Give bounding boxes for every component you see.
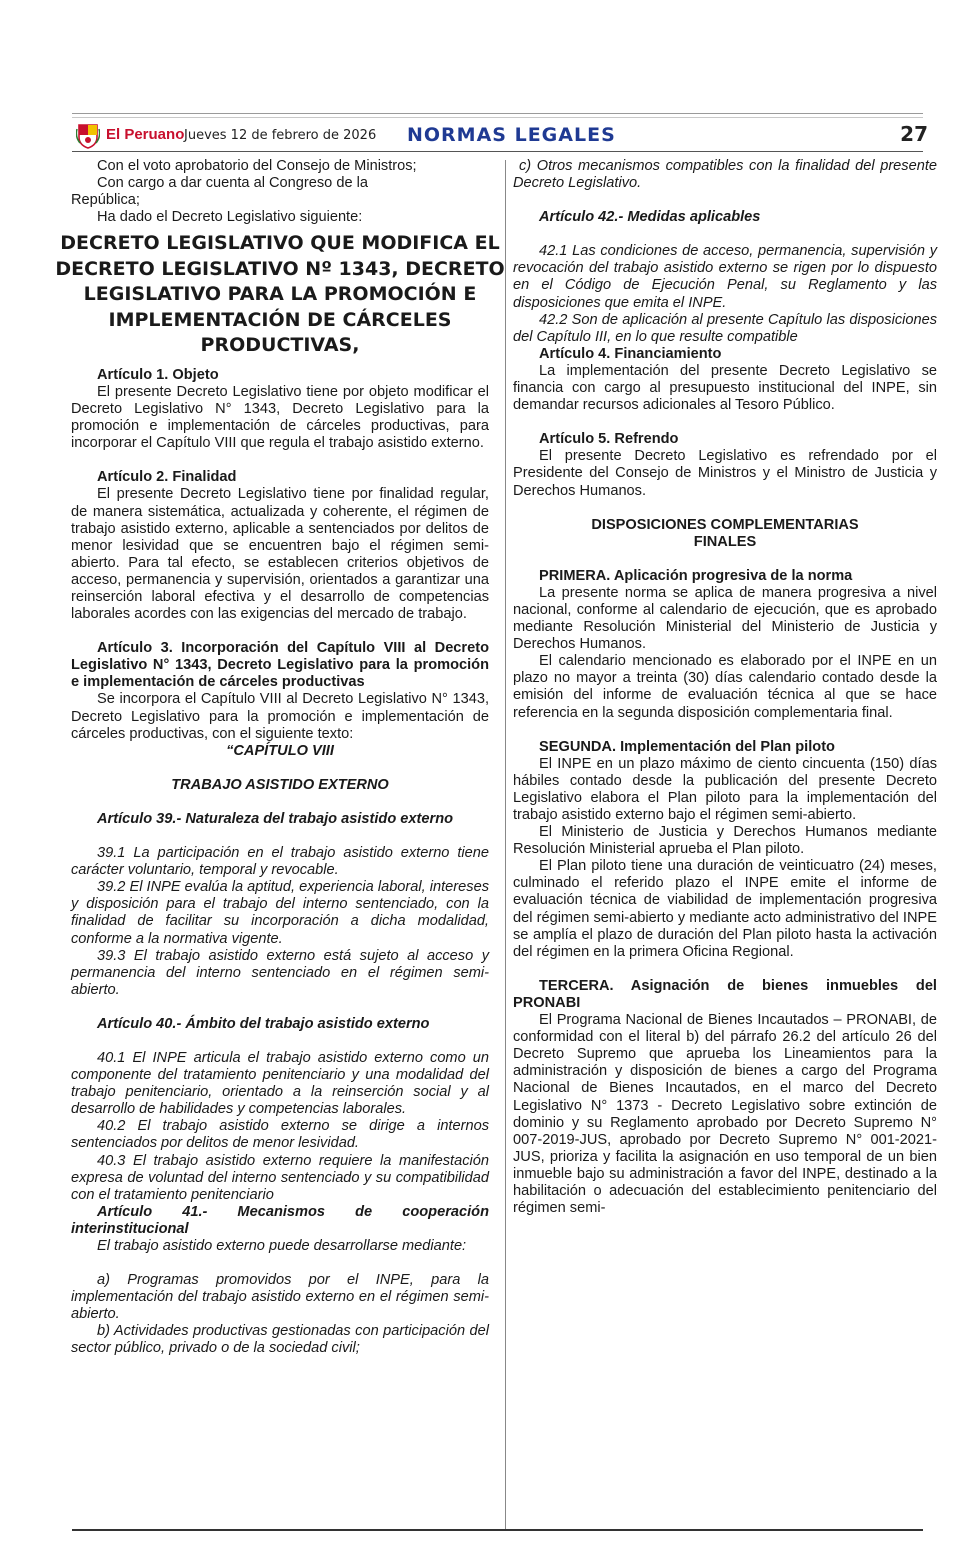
article-heading: Artículo 40.- Ámbito del trabajo asistido externo xyxy=(97,1015,430,1032)
intro-line: Ha dado el Decreto Legislativo siguiente: xyxy=(97,209,363,226)
article-heading: SEGUNDA. Implementación del Plan piloto xyxy=(539,738,835,755)
article-text: 42.1 Las condiciones de acceso, permanencia, supervisión y revocación del trabajo asistido externo se rigen por lo dispuesto en el Código de Ejecución Penal, su Reglamento y las disposiciones que emita el INPE. xyxy=(513,243,937,311)
article-heading: Artículo 4. Financiamiento xyxy=(539,345,722,362)
article-text: El Ministerio de Justicia y Derechos Humanos mediante Resolución Ministerial aprueba el Plan piloto. xyxy=(513,824,937,858)
article-text: Se incorpora el Capítulo VIII al Decreto Legislativo N° 1343, Decreto Legislativo para la promoción e implementación de cárceles productivas, con el siguiente texto: xyxy=(71,691,489,742)
article-heading: Artículo 41.- Mecanismos de cooperación interinstitucional xyxy=(71,1203,489,1237)
article-text: 39.1 La participación en el trabajo asistido externo tiene carácter voluntario, temporal y revocable. xyxy=(71,845,489,879)
page-header xyxy=(72,120,928,150)
article-text: 40.2 El trabajo asistido externo se dirige a internos sentenciados por delitos de menor lesividad. xyxy=(71,1118,489,1152)
article-text: 40.1 El INPE articula el trabajo asistido externo como un componente del tratamiento penitenciario y una modalidad del trabajo penitenciario, orientado a la reinserción social y al desarrollo de habilidades y competencias laborales. xyxy=(71,1049,489,1118)
article-heading: Artículo 42.- Medidas aplicables xyxy=(539,209,761,226)
article-text: El Programa Nacional de Bienes Incautados – PRONABI, de conformidad con el literal b) del párrafo 26.2 del artículo 26 del Decreto Supremo que aprueba los Lineamientos para la administración y disposición de bienes a cargo del Programa Nacional de Bienes Incautados, en el marco del Decreto Legislativo N° 1373 - Decreto Legislativo sobre extinción de dominio y su Reglamento aprobado por Decreto Supremo N° 007-2019-JUS, aprobado por Decreto Supremo N° 001-2021-JUS, prioriza y facilita la asignación en uso temporal de un bien inmueble bajo su administración a favor del INPE, destinado a la habilitación o adecuación del establecimiento penitenciario del régimen semi- xyxy=(513,1012,937,1217)
decree-title: DECRETO LEGISLATIVO QUE MODIFICA EL DECRETO LEGISLATIVO Nº 1343, DECRETO LEGISLATIVO PARA LA PROMOCIÓN E IMPLEMENTACIÓN DE CÁRCELES PRODUCTIVAS, xyxy=(55,232,505,357)
article-text: La implementación del presente Decreto Legislativo se financia con cargo al presupuesto institucional del INPE, sin demandar recursos adicionales al Tesoro Público. xyxy=(513,362,937,414)
article-text: 42.2 Son de aplicación al presente Capítulo las disposiciones del Capítulo III, en lo que resulte compatible xyxy=(513,311,937,345)
article-text: La presente norma se aplica de manera progresiva a nivel nacional, conforme al calendario de ejecución, que es aprobado mediante Resolución Ministerial del Ministerio de Justicia y Derechos Humanos. xyxy=(513,584,937,653)
article-text: c) Otros mecanismos compatibles con la finalidad del presente Decreto Legislativo. xyxy=(513,158,937,192)
article-heading: Artículo 39.- Naturaleza del trabajo asistido externo xyxy=(97,810,454,827)
article-heading: Artículo 2. Finalidad xyxy=(97,469,237,486)
article-text: El presente Decreto Legislativo es refrendado por el Presidente del Consejo de Ministros y el Ministro de Justicia y Derechos Humanos. xyxy=(513,448,937,499)
intro-line: Con el voto aprobatorio del Consejo de Ministros; xyxy=(97,158,417,174)
chapter-label: “CAPÍTULO VIII xyxy=(226,742,334,759)
article-heading: PRIMERA. Aplicación progresiva de la norma xyxy=(539,567,853,584)
bottom-rule xyxy=(72,1529,923,1531)
section-title: NORMAS LEGALES xyxy=(407,124,616,146)
header-rule xyxy=(72,151,923,152)
article-text: 39.3 El trabajo asistido externo está sujeto al acceso y permanencia del interno sentenciado en el régimen semi-abierto. xyxy=(71,947,489,998)
article-text: b) Actividades productivas gestionadas con participación del sector público, privado o de la sociedad civil; xyxy=(71,1323,489,1357)
article-heading: Artículo 5. Refrendo xyxy=(539,431,679,448)
article-text: 39.2 El INPE evalúa la aptitud, experiencia laboral, intereses y disposición para el trabajo del interno sentenciado, con la finalidad de facilitar su incorporación a dicha modalidad, conforme a la normativa vigente. xyxy=(71,879,489,947)
article-text: El calendario mencionado es elaborado por el INPE en un plazo no mayor a treinta (30) días calendario contado desde la emisión del informe de evaluación técnica al que se hace referencia en la segunda disposición complementaria final. xyxy=(513,653,937,721)
column-divider xyxy=(505,160,506,1531)
chapter-title: TRABAJO ASISTIDO EXTERNO xyxy=(171,776,389,793)
article-text: El INPE en un plazo máximo de ciento cincuenta (150) días hábiles contado desde la publicación del presente Decreto Legislativo elabora el Plan piloto para la implementación del trabajo asistido externo bajo el régimen semi-abierto. xyxy=(513,755,937,823)
brand-name: El Peruano xyxy=(106,126,185,143)
coat-of-arms-icon xyxy=(76,123,100,149)
intro-line: Con cargo a dar cuenta al Congreso de la República; xyxy=(71,175,368,209)
section-heading: DISPOSICIONES COMPLEMENTARIAS FINALES xyxy=(591,516,859,550)
article-heading: Artículo 1. Objeto xyxy=(97,366,219,383)
page-number: 27 xyxy=(900,122,928,146)
article-text: El trabajo asistido externo puede desarrollarse mediante: xyxy=(97,1238,467,1254)
article-text: El Plan piloto tiene una duración de veinticuatro (24) meses, culminado el referido plazo el INPE emite el informe de evaluación técnica de viabilidad de implementación progresiva del régimen semi-abierto y mediante acto administrativo del INPE se amplía el plazo de duración del Plan piloto hasta la activación del régimen en la primera Oficina Regional. xyxy=(513,858,937,960)
top-rule xyxy=(72,113,923,114)
article-heading: TERCERA. Asignación de bienes inmuebles del PRONABI xyxy=(513,977,937,1011)
article-text: El presente Decreto Legislativo tiene por finalidad regular, de manera sistemática, actualizada y coherente, el régimen de trabajo asistido externo, aplicable a sentenciados por delitos de menor lesividad que se encuentren bajo el régimen semi-abierto. Para tal efecto, se establecen criterios objetivos de acceso, permanencia y supervisión, orientados a garantizar una reinserción laboral efectiva y el desarrollo de competencias laborales acordes con las exigencias del mercado de trabajo. xyxy=(71,486,489,623)
publication-date: Jueves 12 de febrero de 2026 xyxy=(184,128,377,143)
top-rule-secondary xyxy=(72,117,923,118)
article-text: 40.3 El trabajo asistido externo requiere la manifestación expresa de voluntad del interno sentenciado y su compatibilidad con el tratamiento penitenciario xyxy=(71,1152,489,1203)
article-text: El presente Decreto Legislativo tiene por objeto modificar el Decreto Legislativo N° 1343, Decreto Legislativo para la promoción e implementación de cárceles productivas, para incorporar el Capítulo VIII que regula el trabajo asistido externo. xyxy=(71,383,489,452)
right-column xyxy=(513,158,937,1217)
left-column xyxy=(55,158,505,1358)
article-text: a) Programas promovidos por el INPE, para la implementación del trabajo asistido externo en el régimen semi-abierto. xyxy=(71,1272,489,1323)
article-heading: Artículo 3. Incorporación del Capítulo VIII al Decreto Legislativo N° 1343, Decreto Legislativo para la promoción e implementación de cárceles productivas xyxy=(71,640,489,691)
